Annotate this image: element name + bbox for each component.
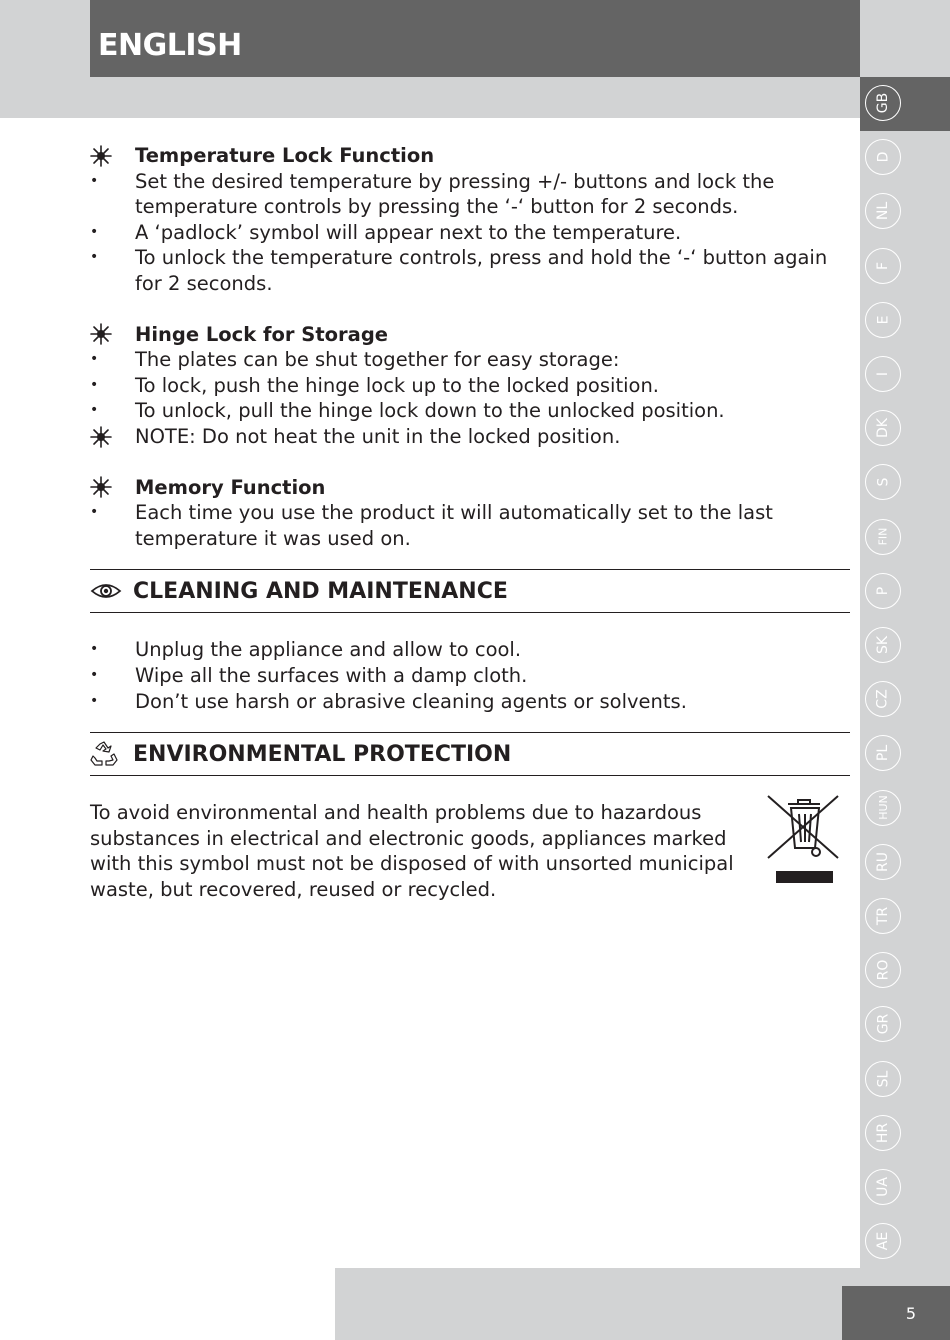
crossed-bin-icon — [766, 794, 842, 886]
bullet-icon: • — [90, 641, 99, 658]
list-item: • Unplug the appliance and allow to cool. — [90, 638, 522, 662]
list-item: • Don’t use harsh or abrasive cleaning agents or solvents. — [90, 689, 687, 713]
tab-language-sk[interactable] — [865, 627, 901, 663]
bullet-icon: • — [90, 172, 99, 189]
section-heading-memory — [90, 475, 850, 501]
list-item: • To unlock the temperature controls, press and hold the ‘-‘ button again for 2 seconds. — [90, 246, 828, 295]
list-item: • The plates can be shut together for easy storage: — [90, 348, 620, 372]
section-heading-temperature-lock — [90, 143, 850, 169]
language-tab-label: E — [874, 315, 891, 325]
language-tab-label: SK — [874, 635, 891, 655]
tab-language-gb[interactable] — [865, 85, 901, 121]
language-tab-label: P — [874, 586, 891, 596]
language-tab-label: FIN — [876, 527, 890, 546]
language-tab-label: TR — [875, 906, 891, 926]
tab-language-ru[interactable] — [865, 844, 901, 880]
tab-language-tr[interactable] — [865, 898, 901, 934]
language-tab-label: UA — [874, 1177, 891, 1197]
section-title: Memory Function — [135, 475, 326, 499]
tab-language-cz[interactable] — [865, 681, 901, 717]
tab-language-hr[interactable] — [865, 1115, 901, 1151]
bullet-icon: • — [90, 402, 99, 419]
section-title: Hinge Lock for Storage — [135, 322, 389, 346]
bullet-icon: • — [90, 351, 99, 368]
language-tab-label: GB — [874, 92, 891, 114]
language-tab-label: AE — [875, 1231, 891, 1251]
page-content — [90, 143, 850, 902]
language-tab-label: PL — [875, 745, 891, 762]
language-tab-label: S — [874, 477, 891, 487]
tab-language-ua[interactable] — [865, 1169, 901, 1205]
list-item: • Each time you use the product it will automatically set to the last temperature it was used on. — [90, 501, 773, 550]
section-title: Temperature Lock Function — [135, 144, 435, 167]
note-text: NOTE: Do not heat the unit in the locked position. — [135, 424, 621, 448]
sparkle-icon — [90, 323, 112, 345]
language-tab-label: RO — [875, 959, 891, 981]
tab-language-i[interactable] — [865, 356, 901, 392]
page-number: 5 — [842, 1286, 950, 1340]
sparkle-icon — [90, 476, 112, 498]
section-heading-environment — [90, 732, 850, 776]
tab-language-p[interactable] — [865, 573, 901, 609]
language-tab-label: HR — [874, 1122, 891, 1143]
language-tab-label: NL — [875, 202, 891, 221]
eye-icon — [90, 581, 122, 601]
language-tab-label: RU — [874, 851, 891, 872]
language-tab-label: CZ — [875, 689, 891, 709]
bullet-icon: • — [90, 376, 99, 393]
section-title: ENVIRONMENTAL PROTECTION — [133, 741, 512, 767]
tab-language-sl[interactable] — [865, 1061, 901, 1097]
list-item: • Set the desired temperature by pressing +/- buttons and lock the temperature controls by pressing the ‘-‘ button for 2 seconds. — [90, 169, 775, 219]
tab-language-fin[interactable] — [865, 519, 901, 555]
note-item — [90, 424, 850, 450]
bullet-icon: • — [90, 249, 99, 266]
list-item: • A ‘padlock’ symbol will appear next to the temperature. — [90, 220, 682, 244]
list-item: • To lock, push the hinge lock up to the locked position. — [90, 373, 659, 397]
language-tab-label: DK — [875, 418, 891, 439]
tab-language-hun[interactable] — [865, 790, 901, 826]
tab-language-f[interactable] — [865, 248, 901, 284]
bullet-icon: • — [90, 666, 99, 683]
sparkle-icon — [90, 426, 112, 448]
bullet-icon: • — [90, 223, 99, 240]
language-tab-label: HUN — [876, 795, 890, 820]
section-title: CLEANING AND MAINTENANCE — [133, 578, 508, 604]
sparkle-icon — [90, 145, 112, 167]
environment-block — [90, 800, 850, 902]
tab-language-d[interactable] — [865, 139, 901, 175]
bullet-icon: • — [90, 692, 99, 709]
list-item: • Wipe all the surfaces with a damp cloth. — [90, 663, 528, 687]
tab-language-ae[interactable] — [865, 1223, 901, 1259]
language-tab-label: D — [875, 151, 891, 163]
tab-language-e[interactable] — [865, 302, 901, 338]
language-tab-label: GR — [874, 1014, 891, 1035]
tab-language-dk[interactable] — [865, 410, 901, 446]
tab-language-ro[interactable] — [865, 952, 901, 988]
section-heading-cleaning — [90, 569, 850, 613]
list-item: • To unlock, pull the hinge lock down to the unlocked position. — [90, 399, 725, 423]
recycle-icon — [90, 741, 118, 767]
language-tab-label: F — [875, 261, 891, 270]
bullet-icon: • — [90, 504, 99, 521]
environment-text: To avoid environmental and health problems due to hazardous substances in electrical and electronic goods, appliances marked with this symbol must not be disposed of with unsorted municipal waste, but recovered, reused or recycled. — [90, 801, 734, 901]
language-tab-label: SL — [875, 1070, 891, 1087]
page-title: ENGLISH — [98, 28, 242, 63]
section-heading-hinge-lock — [90, 322, 850, 348]
language-tab-label: I — [874, 371, 891, 377]
